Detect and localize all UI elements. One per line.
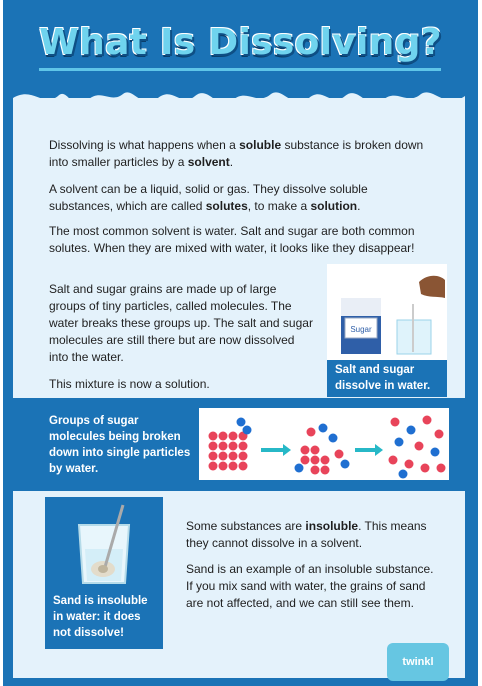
molecules-illustration xyxy=(199,408,449,480)
molecule-group-large xyxy=(209,418,252,471)
insoluble-paragraph-1: Some substances are insoluble. This means they cannot dissolve in a solvent. xyxy=(186,519,427,550)
salt-sugar-figure xyxy=(327,264,447,397)
sand-caption: Sand is insoluble in water: it does not dissolve! xyxy=(53,595,148,639)
intro-paragraph-3: The most common solvent is water. Salt and sugar are both common solutes. When they are mixed with water, it looks like they disappear! xyxy=(49,224,415,255)
molecule-group-breaking xyxy=(295,424,350,475)
intro-paragraph-4: Salt and sugar grains are made up of large groups of tiny particles, called molecules. The water breaks these groups up. The salt and sugar molecules are still there but are now dissolved into the water. xyxy=(49,282,313,364)
molecule-single-particles xyxy=(389,416,446,479)
page-title: What Is Dissolving? xyxy=(39,22,442,63)
title-underline xyxy=(39,68,441,71)
intro-paragraph-2: A solvent can be a liquid, solid or gas. They dissolve soluble substances, which are called solutes, to make a solution. xyxy=(49,182,368,213)
sand-glass-illustration xyxy=(45,497,163,587)
sugar-box-label: Sugar xyxy=(350,325,372,334)
arrow-icon-2 xyxy=(355,444,383,456)
poster xyxy=(3,0,478,686)
arrow-icon xyxy=(261,444,291,456)
salt-sugar-caption: Salt and sugar dissolve in water. xyxy=(335,364,431,392)
intro-paragraph-5: This mixture is now a solution. xyxy=(49,377,210,391)
salt-sugar-illustration xyxy=(327,264,447,360)
drip-edge xyxy=(13,78,465,128)
molecules-diagram xyxy=(199,408,449,480)
twinkl-logo: twinkl xyxy=(387,643,449,681)
intro-paragraph-1: Dissolving is what happens when a soluble substance is broken down into smaller particles by a solvent. xyxy=(49,138,424,169)
sand-figure xyxy=(45,497,163,649)
insoluble-paragraph-2: Sand is an example of an insoluble substance. If you mix sand with water, the grains of sand are not affected, and we can still see them. xyxy=(186,562,434,610)
molecules-caption: Groups of sugar molecules being broken down into single particles by water. xyxy=(49,415,191,475)
